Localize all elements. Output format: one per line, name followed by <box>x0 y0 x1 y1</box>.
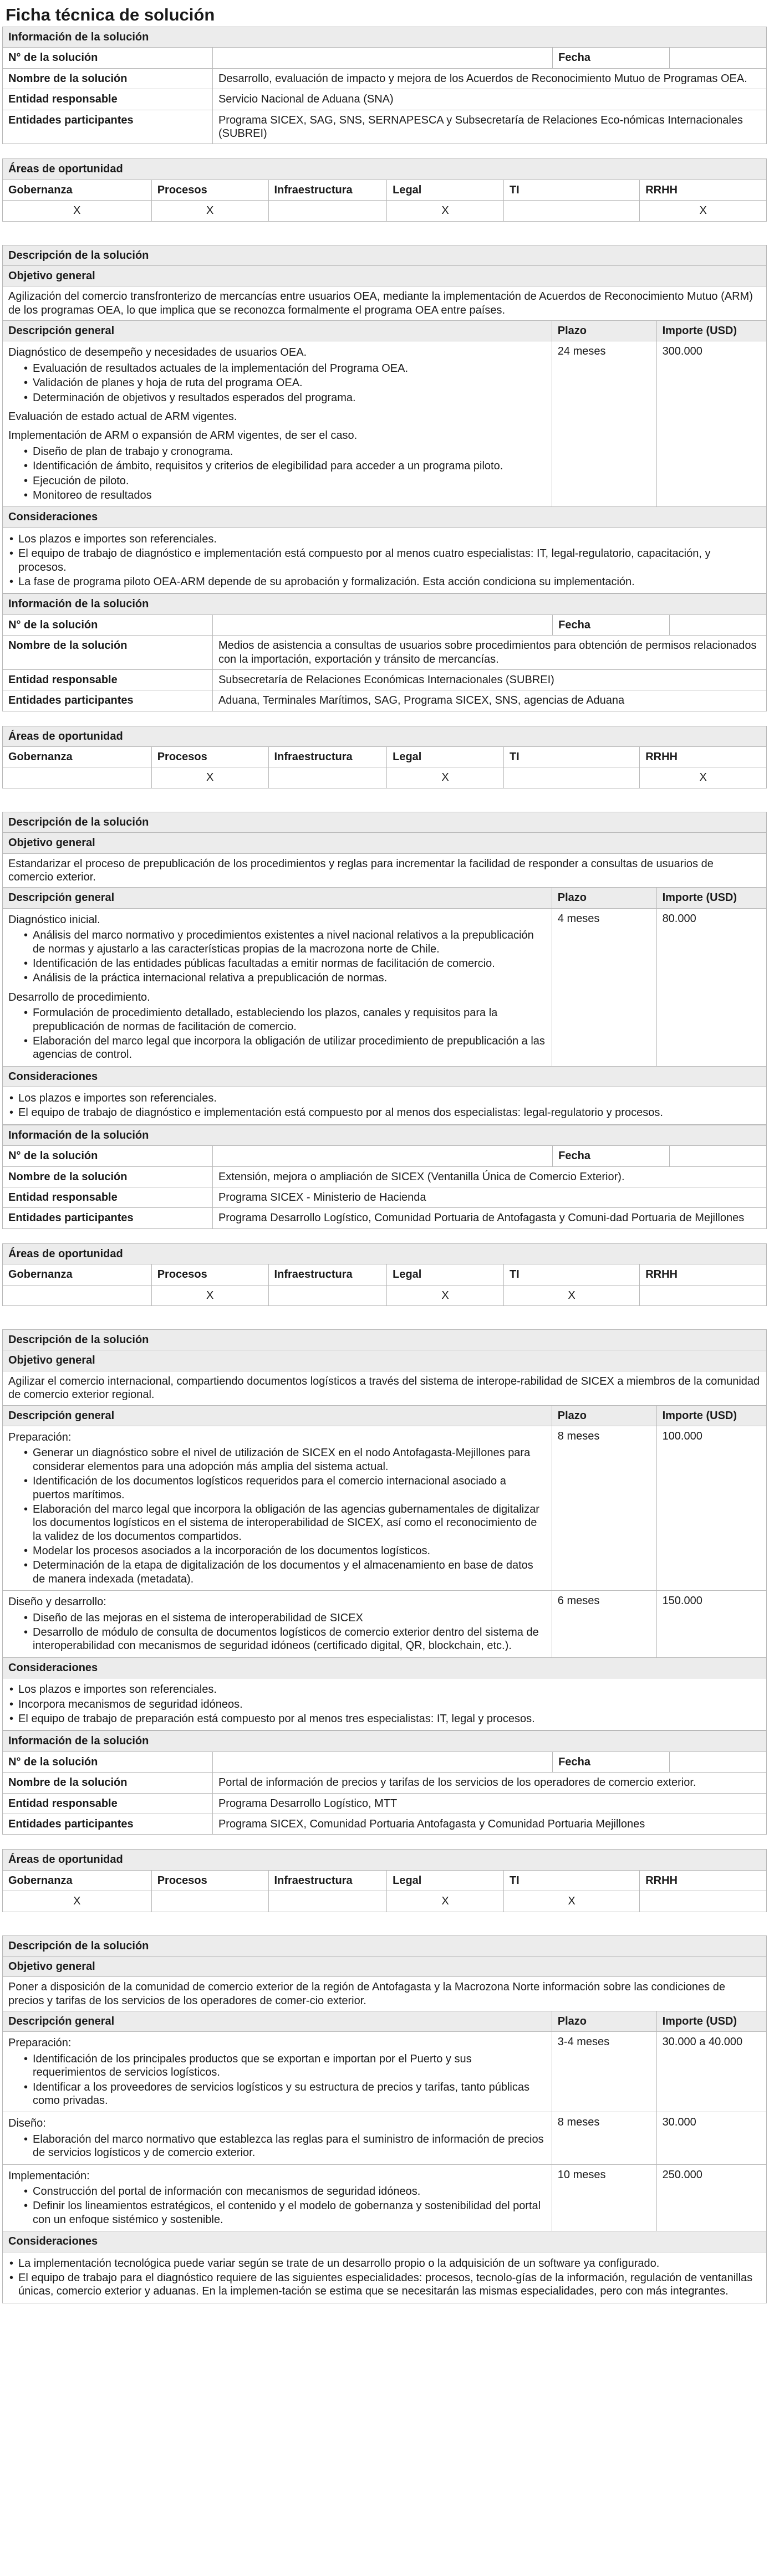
considerations-list <box>8 1683 761 1725</box>
description-header: Descripción de la solución <box>3 1330 767 1350</box>
area-col-header: Procesos <box>151 1264 268 1285</box>
participants-label: Entidades participantes <box>3 110 213 144</box>
area-col-header: Gobernanza <box>3 747 152 767</box>
list-item: • Determinación de objetivos y resultados esperados del programa. <box>23 391 546 404</box>
solution-name-label: Nombre de la solución <box>3 1773 213 1793</box>
general-description-header: Descripción general <box>3 2011 552 2032</box>
activity-description <box>3 2112 552 2164</box>
activity-block <box>8 991 546 1062</box>
list-item: • Modelar los procesos asociados a la incorporación de los documentos logísticos. <box>23 1544 546 1558</box>
participants-value: Programa SICEX, Comunidad Portuaria Antofagasta y Comunidad Portuaria Mejillones <box>212 1814 766 1834</box>
activity-list <box>8 1006 546 1062</box>
considerations-list <box>8 1092 761 1120</box>
list-item: • Elaboración del marco normativo que establezca las reglas para el suministro de información de precios de servicios logísticos y de comercio exterior. <box>23 2133 546 2160</box>
area-col-header: Infraestructura <box>268 180 387 200</box>
activity-phase: Desarrollo de procedimiento. <box>8 991 150 1003</box>
activity-list <box>8 2133 546 2160</box>
area-col-header: Gobernanza <box>3 1870 152 1891</box>
area-col-header: Gobernanza <box>3 1264 152 1285</box>
spacer <box>2 222 767 245</box>
areas-header: Áreas de oportunidad <box>3 1243 767 1264</box>
amount-value: 30.000 <box>656 2112 766 2164</box>
area-col-header: RRHH <box>640 747 767 767</box>
objective-text: Agilización del comercio transfronterizo de mercancías entre usuarios OEA, mediante la implementación de Acuerdos de Reconocimiento Mutuo (ARM) de los programas OEA, lo que implica que se reconozca formalmente el programa OEA entre países. <box>3 286 767 321</box>
solution-name-value: Desarrollo, evaluación de impacto y mejora de los Acuerdos de Reconocimiento Mutuo de Programas OEA. <box>212 68 766 89</box>
list-item: • Los plazos e importes son referenciales. <box>8 532 761 546</box>
term-value: 10 meses <box>552 2164 656 2231</box>
considerations-header: Consideraciones <box>3 2231 767 2252</box>
list-item: • Monitoreo de resultados <box>23 489 546 502</box>
term-value: 8 meses <box>552 2112 656 2164</box>
area-mark: X <box>151 201 268 221</box>
activity-phase: Diseño y desarrollo: <box>8 1596 106 1609</box>
area-mark: X <box>503 1285 639 1305</box>
list-item: • Análisis de la práctica internacional relativa a prepublicación de normas. <box>23 971 546 985</box>
activity-block <box>8 913 546 985</box>
activity-list <box>8 445 546 503</box>
area-col-header: TI <box>503 1264 639 1285</box>
solution-info-table <box>2 27 767 144</box>
activity-row <box>3 2164 767 2231</box>
participants-label: Entidades participantes <box>3 1814 213 1834</box>
page-title: Ficha técnica de solución <box>6 5 215 24</box>
area-col-header: Legal <box>387 1264 504 1285</box>
activity-list <box>8 2185 546 2226</box>
area-col-header: TI <box>503 180 639 200</box>
solution-number-label: N° de la solución <box>3 614 213 635</box>
area-col-header: Procesos <box>151 1870 268 1891</box>
area-mark: X <box>640 767 767 788</box>
solution-description-table <box>2 1935 767 2303</box>
spacer <box>2 1306 767 1329</box>
activity-phase: Implementación: <box>8 2169 90 2182</box>
responsible-value: Subsecretaría de Relaciones Económicas Internacionales (SUBREI) <box>212 669 766 690</box>
activity-block <box>8 429 546 502</box>
list-item: • Elaboración del marco legal que incorpora la obligación de las agencias gubernamentales de digitalizar los documentos logísticos en el sistema de interoperabilidad de SICEX, así como el reconocimiento de la validez de los documentos compartidos. <box>23 1503 546 1543</box>
amount-header: Importe (USD) <box>656 321 766 341</box>
list-item: • La fase de programa piloto OEA-ARM depende de su aprobación y formalización. Esta acción condiciona su implementación. <box>8 575 761 588</box>
list-item: • Análisis del marco normativo y procedimientos existentes a nivel nacional relativos a la prepublicación de normas y ajustarlo a las características propias de la macrozona norte de Chile. <box>23 929 546 956</box>
spacer <box>2 1912 767 1935</box>
list-item: • Identificación de los documentos logísticos requeridos para el comercio internacional asociado a puertos marítimos. <box>23 1474 546 1502</box>
activity-description <box>3 341 552 507</box>
area-mark <box>151 1891 268 1912</box>
considerations-header: Consideraciones <box>3 1066 767 1087</box>
solution-name-value: Portal de información de precios y tarifas de los servicios de los operadores de comercio exterior. <box>212 1773 766 1793</box>
activity-row <box>3 1426 767 1590</box>
activity-block <box>8 346 546 404</box>
term-header: Plazo <box>552 2011 656 2032</box>
amount-value: 100.000 <box>656 1426 766 1590</box>
considerations-list <box>8 2257 761 2298</box>
solution-number-value <box>212 614 552 635</box>
solution-number-label: N° de la solución <box>3 1752 213 1772</box>
opportunity-areas-table <box>2 726 767 788</box>
objective-header: Objetivo general <box>3 265 767 286</box>
activity-phase: Preparación: <box>8 1431 72 1443</box>
area-mark <box>268 767 387 788</box>
info-header: Información de la solución <box>3 27 767 48</box>
area-mark <box>640 1285 767 1305</box>
area-mark: X <box>151 767 268 788</box>
area-mark <box>3 767 152 788</box>
list-item: • Identificación de ámbito, requisitos y criterios de elegibilidad para acceder a un programa piloto. <box>23 459 546 473</box>
solution-name-value: Extensión, mejora o ampliación de SICEX (Ventanilla Única de Comercio Exterior). <box>212 1166 766 1187</box>
term-value: 24 meses <box>552 341 656 507</box>
solution-number-label: N° de la solución <box>3 48 213 68</box>
spacer <box>2 788 767 812</box>
activity-block <box>8 2169 546 2227</box>
responsible-value: Servicio Nacional de Aduana (SNA) <box>212 89 766 110</box>
list-item: • Validación de planes y hoja de ruta del programa OEA. <box>23 376 546 390</box>
opportunity-areas-table <box>2 1243 767 1306</box>
term-value: 3-4 meses <box>552 2032 656 2112</box>
description-header: Descripción de la solución <box>3 1935 767 1956</box>
area-col-header: RRHH <box>640 1870 767 1891</box>
participants-value: Programa Desarrollo Logístico, Comunidad Portuaria de Antofagasta y Comuni-dad Portuaria de Mejillones <box>212 1208 766 1228</box>
areas-header: Áreas de oportunidad <box>3 159 767 180</box>
objective-header: Objetivo general <box>3 1350 767 1371</box>
term-header: Plazo <box>552 1405 656 1426</box>
solution-number-value <box>212 1752 552 1772</box>
spacer <box>2 1229 767 1243</box>
term-value: 8 meses <box>552 1426 656 1590</box>
term-header: Plazo <box>552 321 656 341</box>
area-col-header: TI <box>503 1870 639 1891</box>
opportunity-areas-table <box>2 1849 767 1912</box>
list-item: • El equipo de trabajo de diagnóstico e implementación está compuesto por al menos dos especialistas: legal-regulatorio y procesos. <box>8 1106 761 1119</box>
area-col-header: Legal <box>387 180 504 200</box>
considerations-header: Consideraciones <box>3 1657 767 1678</box>
activity-list <box>8 929 546 985</box>
spacer <box>2 144 767 158</box>
date-label: Fecha <box>553 1146 670 1166</box>
list-item: • Elaboración del marco legal que incorpora la obligación de utilizar procedimiento de prepublicación a las agencias de control. <box>23 1035 546 1062</box>
area-mark: X <box>640 201 767 221</box>
date-value <box>669 614 766 635</box>
objective-text: Agilizar el comercio internacional, compartiendo documentos logísticos a través del sistema de interope-rabilidad de SICEX a miembros de la comunidad de comercio exterior regional. <box>3 1371 767 1405</box>
list-item: • Los plazos e importes son referenciales. <box>8 1683 761 1696</box>
considerations-header: Consideraciones <box>3 507 767 528</box>
amount-header: Importe (USD) <box>656 1405 766 1426</box>
list-item: • Identificar a los proveedores de servicios logísticos y su estructura de precios y tarifas, tanto públicas como privadas. <box>23 2081 546 2108</box>
solution-info-table <box>2 593 767 711</box>
activity-block <box>8 1431 546 1586</box>
solution-description-table <box>2 812 767 1125</box>
list-item: • Los plazos e importes son referenciales. <box>8 1092 761 1105</box>
general-description-header: Descripción general <box>3 1405 552 1426</box>
responsible-label: Entidad responsable <box>3 1793 213 1814</box>
activity-block <box>8 2117 546 2159</box>
solution-name-value: Medios de asistencia a consultas de usuarios sobre procedimientos para obtención de permisos relacionados con la importación, exportación y tránsito de mercancías. <box>212 636 766 670</box>
responsible-label: Entidad responsable <box>3 669 213 690</box>
solutions-container <box>2 27 767 2303</box>
list-item: • Identificación de los principales productos que se exportan e importan por el Puerto y sus requerimientos de servicios logísticos. <box>23 2052 546 2080</box>
solution-info-table <box>2 1730 767 1835</box>
general-description-header: Descripción general <box>3 888 552 908</box>
area-col-header: Gobernanza <box>3 180 152 200</box>
solution-number-label: N° de la solución <box>3 1146 213 1166</box>
considerations-cell <box>3 1087 767 1125</box>
date-label: Fecha <box>553 614 670 635</box>
areas-header: Áreas de oportunidad <box>3 726 767 746</box>
solution-name-label: Nombre de la solución <box>3 636 213 670</box>
responsible-value: Programa Desarrollo Logístico, MTT <box>212 1793 766 1814</box>
area-mark: X <box>503 1891 639 1912</box>
activity-list <box>8 1446 546 1586</box>
participants-label: Entidades participantes <box>3 690 213 711</box>
activity-row <box>3 2112 767 2164</box>
term-value: 4 meses <box>552 908 656 1066</box>
term-header: Plazo <box>552 888 656 908</box>
activity-list <box>8 362 546 404</box>
amount-header: Importe (USD) <box>656 888 766 908</box>
amount-value: 300.000 <box>656 341 766 507</box>
participants-value: Programa SICEX, SAG, SNS, SERNAPESCA y Subsecretaría de Relaciones Eco-nómicas Internacionales (SUBREI) <box>212 110 766 144</box>
date-value <box>669 48 766 68</box>
considerations-list <box>8 532 761 589</box>
list-item: • El equipo de trabajo de diagnóstico e implementación está compuesto por al menos cuatro especialistas: IT, legal-regulatorio, capacitación, y procesos. <box>8 547 761 574</box>
list-item: • El equipo de trabajo de preparación está compuesto por al menos tres especialistas: IT, legal y procesos. <box>8 1712 761 1725</box>
area-mark: X <box>3 1891 152 1912</box>
activity-row <box>3 2032 767 2112</box>
list-item: • Formulación de procedimiento detallado, estableciendo los plazos, canales y requisitos para la prepublicación de normas de facilitación de comercio. <box>23 1006 546 1033</box>
objective-header: Objetivo general <box>3 833 767 853</box>
list-item: • Definir los lineamientos estratégicos, el contenido y el modelo de gobernanza y sostenibilidad del portal con un enfoque sistémico y sostenible. <box>23 2199 546 2226</box>
list-item: • Desarrollo de módulo de consulta de documentos logísticos de comercio exterior dentro del sistema de interoperabilidad con mecanismos de seguridad idóneos (certificado digital, QR, blockchain, etc.). <box>23 1626 546 1653</box>
area-mark: X <box>387 201 504 221</box>
activity-block <box>8 410 546 423</box>
activity-description <box>3 1426 552 1590</box>
description-header: Descripción de la solución <box>3 812 767 832</box>
term-value: 6 meses <box>552 1591 656 1658</box>
activity-description <box>3 2032 552 2112</box>
date-value <box>669 1752 766 1772</box>
area-mark <box>3 1285 152 1305</box>
activity-phase: Diseño: <box>8 2117 46 2130</box>
area-mark <box>640 1891 767 1912</box>
solution-name-label: Nombre de la solución <box>3 1166 213 1187</box>
participants-label: Entidades participantes <box>3 1208 213 1228</box>
info-header: Información de la solución <box>3 1125 767 1145</box>
activity-description <box>3 1591 552 1658</box>
objective-header: Objetivo general <box>3 1956 767 1976</box>
areas-header: Áreas de oportunidad <box>3 1850 767 1870</box>
activity-row <box>3 908 767 1066</box>
area-mark: X <box>387 767 504 788</box>
responsible-value: Programa SICEX - Ministerio de Hacienda <box>212 1187 766 1208</box>
list-item: • La implementación tecnológica puede variar según se trate de un desarrollo propio o la adquisición de un software ya configurado. <box>8 2257 761 2270</box>
area-col-header: RRHH <box>640 180 767 200</box>
area-col-header: Legal <box>387 1870 504 1891</box>
area-mark: X <box>3 201 152 221</box>
list-item: • Determinación de la etapa de digitalización de los documentos y el almacenamiento en base de datos de manera indexada (metadata). <box>23 1559 546 1586</box>
date-value <box>669 1146 766 1166</box>
description-header: Descripción de la solución <box>3 245 767 265</box>
area-col-header: Procesos <box>151 747 268 767</box>
info-header: Información de la solución <box>3 1731 767 1752</box>
spacer <box>2 711 767 726</box>
solution-number-value <box>212 1146 552 1166</box>
activity-list <box>8 2052 546 2108</box>
area-col-header: RRHH <box>640 1264 767 1285</box>
activity-row <box>3 1591 767 1658</box>
date-label: Fecha <box>553 48 670 68</box>
area-col-header: Infraestructura <box>268 1870 387 1891</box>
activity-phase: Diagnóstico de desempeño y necesidades de usuarios OEA. <box>8 346 307 359</box>
area-mark <box>503 201 639 221</box>
list-item: • Evaluación de resultados actuales de la implementación del Programa OEA. <box>23 362 546 375</box>
list-item: • Construcción del portal de información con mecanismos de seguridad idóneos. <box>23 2185 546 2198</box>
list-item: • Identificación de las entidades públicas facultadas a emitir normas de facilitación de comercio. <box>23 957 546 970</box>
responsible-label: Entidad responsable <box>3 89 213 110</box>
considerations-cell <box>3 528 767 593</box>
general-description-header: Descripción general <box>3 321 552 341</box>
solution-name-label: Nombre de la solución <box>3 68 213 89</box>
area-col-header: TI <box>503 747 639 767</box>
participants-value: Aduana, Terminales Marítimos, SAG, Programa SICEX, SNS, agencias de Aduana <box>212 690 766 711</box>
considerations-cell <box>3 2252 767 2303</box>
activity-list <box>8 1611 546 1653</box>
area-col-header: Procesos <box>151 180 268 200</box>
activity-row <box>3 341 767 507</box>
amount-value: 150.000 <box>656 1591 766 1658</box>
activity-phase: Preparación: <box>8 2037 72 2050</box>
list-item: • Diseño de las mejoras en el sistema de interoperabilidad de SICEX <box>23 1611 546 1625</box>
responsible-label: Entidad responsable <box>3 1187 213 1208</box>
amount-value: 80.000 <box>656 908 766 1066</box>
area-mark: X <box>387 1891 504 1912</box>
spacer <box>2 1835 767 1849</box>
considerations-cell <box>3 1678 767 1730</box>
info-header: Información de la solución <box>3 594 767 614</box>
activity-block <box>8 1595 546 1653</box>
opportunity-areas-table <box>2 158 767 221</box>
solution-info-table <box>2 1125 767 1229</box>
list-item: • Diseño de plan de trabajo y cronograma. <box>23 445 546 458</box>
objective-text: Estandarizar el proceso de prepublicación de los procedimientos y reglas para incrementar la facilidad de responder a consultas de usuarios de comercio exterior. <box>3 853 767 888</box>
activity-phase: Evaluación de estado actual de ARM vigentes. <box>8 411 237 423</box>
list-item: • Ejecución de piloto. <box>23 474 546 488</box>
amount-value: 30.000 a 40.000 <box>656 2032 766 2112</box>
solution-number-value <box>212 48 552 68</box>
area-mark <box>503 767 639 788</box>
activity-phase: Diagnóstico inicial. <box>8 913 100 926</box>
amount-value: 250.000 <box>656 2164 766 2231</box>
area-col-header: Legal <box>387 747 504 767</box>
area-mark: X <box>387 1285 504 1305</box>
activity-block <box>8 2036 546 2107</box>
area-mark <box>268 201 387 221</box>
solution-description-table <box>2 245 767 594</box>
area-mark: X <box>151 1285 268 1305</box>
list-item: • El equipo de trabajo para el diagnóstico requiere de las siguientes especialidades: procesos, tecnolo-gías de la información, regulación de ventanillas únicas, comercio exterior y aduanas. En la implemen-tación se estima que se necesitarán las mismas especialidades, pero con más integrantes. <box>8 2271 761 2298</box>
objective-text: Poner a disposición de la comunidad de comercio exterior de la región de Antofagasta y la Macrozona Norte información sobre las condiciones de precios y tarifas de los servicios de los operadores de comer-cio exterior. <box>3 1977 767 2011</box>
activity-phase: Implementación de ARM o expansión de ARM vigentes, de ser el caso. <box>8 429 358 442</box>
area-mark <box>268 1891 387 1912</box>
solution-description-table <box>2 1329 767 1730</box>
activity-description <box>3 908 552 1066</box>
amount-header: Importe (USD) <box>656 2011 766 2032</box>
date-label: Fecha <box>553 1752 670 1772</box>
area-mark <box>268 1285 387 1305</box>
list-item: • Incorpora mecanismos de seguridad idóneos. <box>8 1698 761 1711</box>
activity-description <box>3 2164 552 2231</box>
area-col-header: Infraestructura <box>268 747 387 767</box>
area-col-header: Infraestructura <box>268 1264 387 1285</box>
list-item: • Generar un diagnóstico sobre el nivel de utilización de SICEX en el nodo Antofagasta-Mejillones para considerar elementos para una adopción más amplia del sistema actual. <box>23 1446 546 1473</box>
